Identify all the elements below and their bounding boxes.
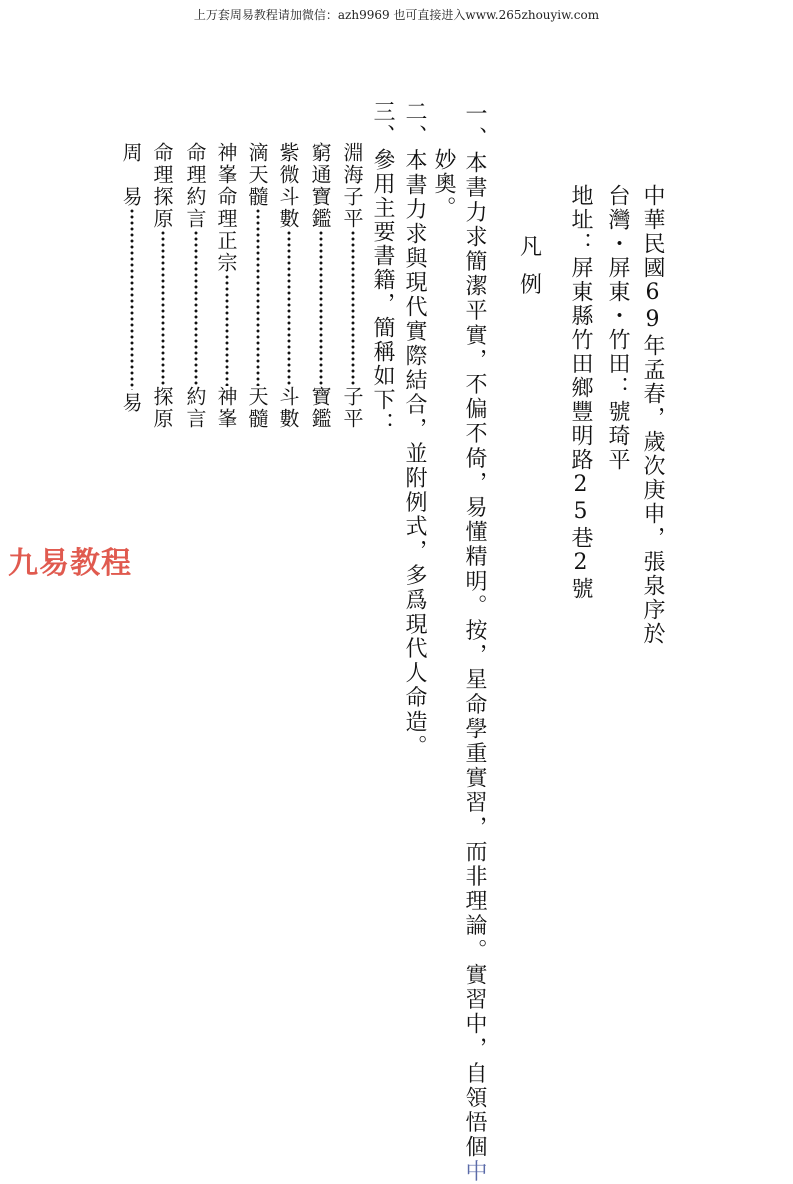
leader-dots — [287, 230, 291, 386]
book-abbr: 子平 — [340, 386, 364, 430]
book-name: 周 易 — [119, 142, 143, 208]
rule-1-last-char: 中 — [462, 1159, 487, 1184]
book-row-4 — [247, 142, 271, 430]
book-abbr: 約言 — [183, 386, 207, 430]
book-abbr: 斗數 — [276, 386, 300, 430]
leader-dots — [351, 230, 355, 386]
book-name: 命理約言 — [183, 142, 207, 230]
leader-dots — [130, 208, 134, 390]
leader-dots — [225, 274, 229, 386]
book-row-3 — [278, 142, 302, 430]
preface-line-3: 地址：屏東縣竹田鄉豐明路25巷2號 — [568, 184, 593, 601]
book-abbr: 易 — [119, 392, 143, 414]
preface-line-2: 台灣・屏東・竹田：號琦平 — [605, 184, 630, 472]
rule-2: 二、本書力求與現代實際結合，並附例式，多爲現代人命造。 — [402, 100, 427, 759]
rule-1-text: 一、本書力求簡潔平實，不偏不倚，易懂精明。按，星命學重實習，而非理論。實習中，自領悟個 — [462, 102, 487, 1160]
book-abbr: 寶鑑 — [308, 386, 332, 430]
book-abbr: 探原 — [150, 386, 174, 430]
book-name: 滴天髓 — [245, 142, 269, 208]
leader-dots — [194, 230, 198, 386]
book-row-2 — [310, 142, 334, 430]
watermark-logo: 九易教程 — [8, 546, 132, 581]
book-abbr: 神峯 — [214, 386, 238, 430]
book-row-5 — [216, 142, 240, 430]
book-row-7 — [152, 142, 176, 430]
book-name: 紫微斗數 — [276, 142, 300, 230]
book-row-8 — [121, 142, 145, 414]
book-name: 神峯命理正宗 — [214, 142, 238, 274]
rule-3: 三、參用主要書籍，簡稱如下： — [370, 100, 395, 436]
title-char-1: 凡 — [520, 235, 543, 260]
leader-dots — [161, 230, 165, 386]
header-banner: 上万套周易教程请加微信：azh9969 也可直接进入www.265zhouyiw.com — [193, 8, 600, 22]
book-row-1 — [342, 142, 366, 430]
book-name: 淵海子平 — [340, 142, 364, 230]
book-row-6 — [185, 142, 209, 430]
book-abbr: 天髓 — [245, 386, 269, 430]
title-char-2: 例 — [520, 273, 543, 298]
rule-1-line-2: 妙奧。 — [431, 148, 456, 220]
leader-dots — [319, 230, 323, 386]
book-name: 窮通寶鑑 — [308, 142, 332, 230]
book-name: 命理探原 — [150, 142, 174, 230]
preface-line-1: 中華民國69年孟春，歲次庚申，張泉序於 — [640, 184, 665, 646]
rule-1-line-1 — [463, 102, 485, 1184]
leader-dots — [256, 208, 260, 386]
